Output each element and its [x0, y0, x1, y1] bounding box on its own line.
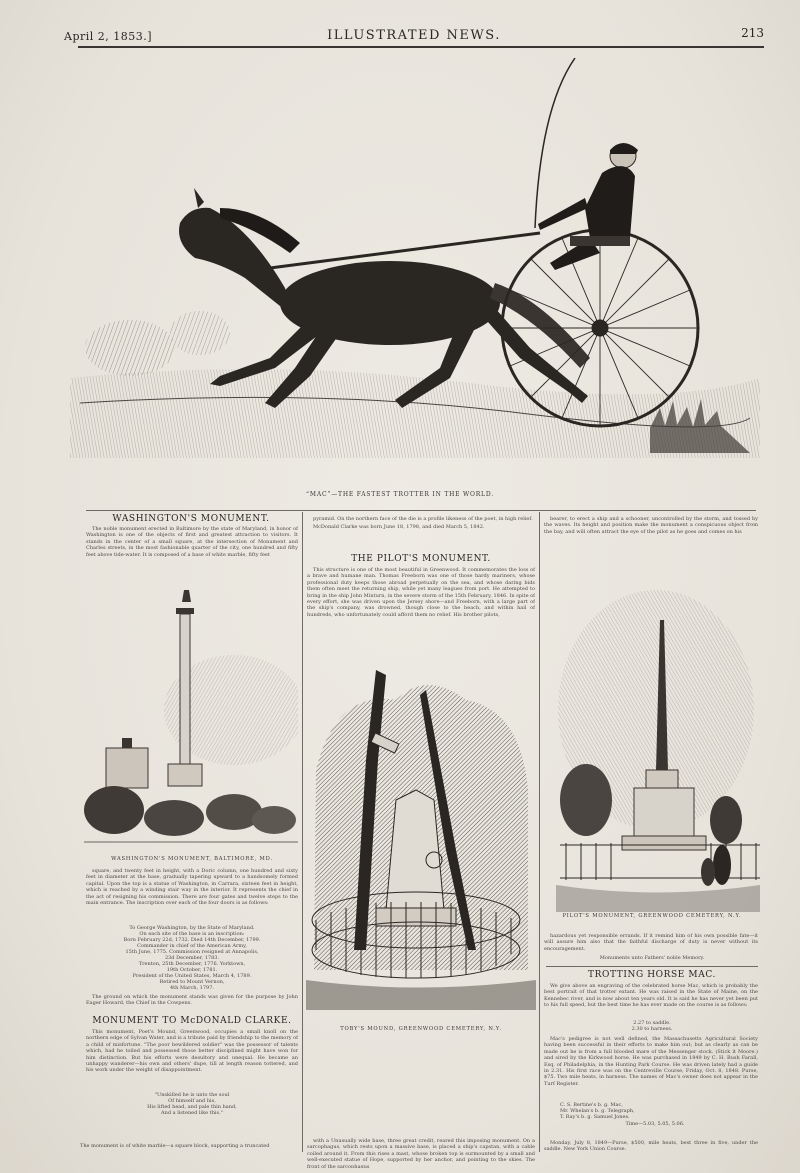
trotting-results [560, 1102, 750, 1127]
pilot-bottom-text: with a Unusually wide base, three great credit, reared this imposing monument. On a sarcophagus, which rests upon a massive base, is placed a ship's capstan, with a cable coiled around it. From this rises a mast, whose broken top is surmounted by a small and well-executed statue of Hope, supported by her anchor, and pointing to the skies. The front of the sarcophagus [307, 1138, 535, 1168]
trotting-pedigree-text: Mac's pedigree is not well defined, the Massachusetts Agricultural Society having been successful in their efforts to make him out; but as clearly as can be made out he is from a full blooded mare of the Messenger stock. (Stick it Moore.) and sired by the Kirkwood horse. He was purchased in 1849 by C. H. Bush Farall, Esq. of Philadelphia, in the Hunting Park Course. He was driven lately had a guide in 2.31. His first race was on the Centreville Course, Friday, Oct. 8, 1848. Purse, $75. Two mile heats, in harness. The names of Mac's owner does not appear in the Turf Register. [544, 1036, 758, 1087]
pilot-right-top [544, 516, 758, 542]
inscription-line: 15th June, 1775. Commission resigned at Annapolis, [125, 949, 259, 955]
column-rule-1 [302, 512, 303, 1152]
inscription-line: 4th March, 1797. [169, 985, 214, 991]
pilot-monument-engraving [546, 560, 760, 912]
mcdonald-dates-text: McDonald Clarke was born June 18, 1798, and died March 5, 1842. [313, 524, 485, 531]
time-line: 2.27 to saddle. [633, 1020, 671, 1026]
pilot-heading: THE PILOT'S MONUMENT. [351, 554, 491, 564]
trotting-heading: TROTTING HORSE MAC. [588, 970, 716, 980]
toby-mound-engraving [306, 650, 536, 1010]
masthead [64, 24, 764, 54]
washington-heading: WASHINGTON'S MONUMENT. [112, 514, 270, 524]
mcdonald-body-text: This monument, Poet's Mound, Greenwood, occupies a small knoll on the northern edge of Sylvan Water, and is a tribute paid by friendship to the memory of a child of misfortune. "The poor bewildered soldier" was the possessor of talents which, had he toiled and possessed those better disciplined might have won for him distinction. But his efforts were desultory and unequal. He became an unhappy wanderer—his own and others' dupe, till at length reason tottered, and his work under the weight of disappointment. [86, 1029, 298, 1074]
inscription-line: Born February 22d, 1732. Died 14th December, 1799. [123, 937, 261, 943]
result-line: C. S. Bertine's b. g. Mac, [560, 1102, 623, 1108]
horse-caption: “MAC”—THE FASTEST TROTTER IN THE WORLD. [306, 491, 494, 498]
pilot-right-top-text: bearer, to erect a ship and a schooner, uncontrolled by the storm, and tossed by the waves. Its height and position make the monument a conspicuous object from the bay, and will often attract the eye of the pilot as he goes and comes on his [544, 516, 758, 535]
washington-inscription [86, 925, 298, 991]
verse-line: Of himself and his, [168, 1098, 216, 1104]
inscription-line: To George Washington, by the State of Maryland. [129, 925, 255, 931]
trotting-times [546, 1020, 758, 1032]
trotting-intro [544, 983, 758, 1017]
pilot-bottom [307, 1138, 535, 1168]
mcdonald-footer [74, 1143, 300, 1153]
verse-line: His lifted head, and pale thin hand, [147, 1104, 237, 1110]
pilot-right-continued [544, 933, 758, 953]
inscription-line: President of the United States, March 4, 1789. [132, 973, 252, 979]
toby-caption: TOBY'S MOUND, GREENWOOD CEMETERY, N.Y. [340, 1026, 502, 1032]
page-number: 213 [741, 26, 764, 40]
trotting-closing [544, 1140, 758, 1158]
pilot-caption: PILOT'S MONUMENT, GREENWOOD CEMETERY, N.Y. [562, 913, 742, 919]
mcdonald-verse [86, 1092, 298, 1116]
washington-continued-text: square, and twenty feet in height, with a Doric column, one hundred and sixty feet in diameter at the base, gradually tapering upward to a handsomely formed capital. Upon the top is a statue of Washington, in Carrara, sixteen feet in height, which is reached by a winding stair way in the interior. It represents the chief in the act of resigning his commission. There are four gates and twelve steps to the main entrance. The inscription over each of the four doors is as follows: [86, 868, 298, 907]
inscription-line: 23d December, 1783. [164, 955, 220, 961]
inscription-line: Commander in chief of the American Army, [137, 943, 247, 949]
washington-closing [86, 994, 298, 1008]
inscription-line: On each site of the base is an inscription: [139, 931, 245, 937]
inscription-line: Retired to Mount Vernon, [159, 979, 225, 985]
section-rule [86, 510, 756, 511]
result-line: T. Ray's b. g. Samuel Jones. [560, 1114, 630, 1121]
washington-monument-engraving [84, 580, 298, 855]
middle-top [307, 516, 535, 538]
whip [535, 58, 575, 228]
verse-line: And a listened like this." [161, 1110, 223, 1116]
pilot-body-text: This structure is one of the most beautiful in Greenwood. It commemorates the loss of a brave and humane man. Thomas Freeborn was one of those hardy mariners, whose professional duty keeps those abroad perpetually on the sea, and whose daring bids them often meet the returning ship, while yet many leagues from port. He attempted to bring in the ship John Minturn, in the severe storm of the 15th February, 1846. In spite of every effort, she was driven upon the Jersey shore—and Freeborn, with a large part of the ship's company, was drowned, though close to the beach, and within hail of hundreds, who unfortunately could afford them no relief. His brother pilots, [307, 567, 535, 618]
header-rule [78, 46, 764, 48]
issue-date: April 2, 1853.] [64, 30, 153, 43]
washington-closing-text: The ground on which the monument stands was given for the purpose by John Eager Howard, the Chief in the Cowpens. [86, 994, 298, 1007]
publication-title: ILLUSTRATED NEWS. [327, 28, 501, 43]
washington-continued [86, 868, 298, 924]
driver [538, 143, 638, 270]
mcdonald-footer-text: The monument is of white marble—a square block, supporting a truncated [80, 1143, 270, 1149]
result-time: Time—5.03, 5.05, 5.06. [625, 1120, 685, 1127]
washington-intro-text: The noble monument erected in Baltimore by the state of Maryland, in honor of Washington is one of the objects of first and greatest attraction to visitors. It stands in the center of a small square, at the intersection of Monument and Charles streets, in the most fashionable quarter of the city, one hundred and fifty feet above tide-water. It is composed of a base of white marble, fifty feet [86, 526, 298, 558]
horse-sulky-engraving [70, 58, 760, 488]
trotting-intro-text: We give above an engraving of the celebrated horse Mac, which is probably the best portrait of that trotter extant. He was raised in the State of Maine, on the Kennebec river, and is now about ten years old. It is said he has never yet been put to his full speed, but the best time he has ever made on the course is as follows: [544, 983, 758, 1009]
washington-intro [86, 526, 298, 574]
pilot-footnote: Monuments unto Fathers' noble Memory. [599, 955, 705, 961]
pilot-right-continued-text: hazardous yet responsible errands. If it remind him of his own possible fate—it will assure him also that the faithful discharge of duty is never without its encouragement. [544, 933, 758, 952]
trotting-rule [546, 966, 758, 967]
pilot-body [307, 567, 535, 631]
time-line: 2.30 to harness. [631, 1026, 673, 1032]
washington-caption: WASHINGTON'S MONUMENT, BALTIMORE, MD. [111, 856, 273, 862]
sulky-wheel [502, 230, 698, 426]
column-rule-2 [539, 512, 540, 1152]
result-line: Mr. Whelan's b. g. Telegraph, [560, 1108, 635, 1115]
verse-line: "Unskilled he is unto the soul [154, 1092, 230, 1098]
inscription-line: Trenton, 25th December, 1776. Yorktown, [138, 961, 246, 967]
inscription-line: 19th October, 1781. [166, 967, 218, 973]
trotting-pedigree [544, 1036, 758, 1100]
mcdonald-body [86, 1029, 298, 1089]
mcdonald-heading: MONUMENT TO McDONALD CLARKE. [92, 1016, 292, 1026]
middle-intro-text: pyramid. On the northern face of the die is a profile likeness of the poet, in high relief. [313, 516, 533, 522]
trotting-closing-text: Monday, July 8, 1849—Purse, $500, mile heats, best three in five, under the saddle. New York Union Course. [544, 1140, 758, 1153]
background-trees-left [85, 311, 230, 376]
